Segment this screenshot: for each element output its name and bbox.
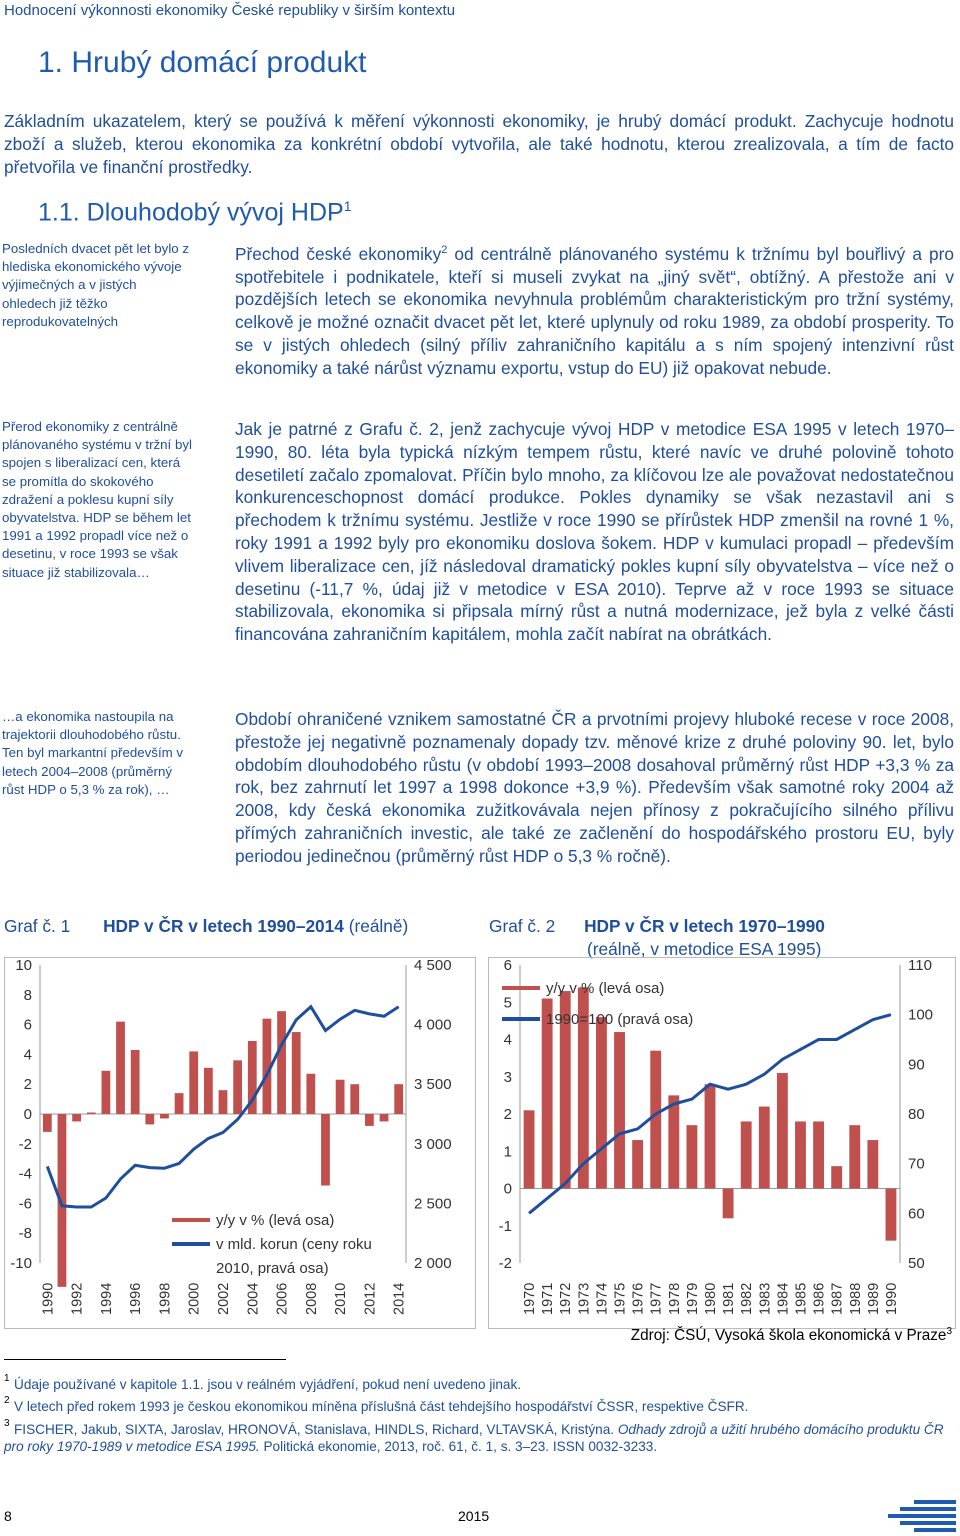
x-tick-label: 1972: [558, 1282, 575, 1315]
footnote-3: 3 FISCHER, Jakub, SIXTA, Jaroslav, HRONOVÁ, Stanislava, HINDLS, Richard, VLTAVSKÁ, Kristýna. Odhady zdrojů a užití hrubého domácího produktu ČR pro roky 1970-1989 v metodice ESA 1995. Politická ekonomie, 2013, roč. 61, č. 1, s. 3–23. ISSN 0032-3233.: [4, 1418, 944, 1454]
x-tick-label: 2010: [333, 1282, 350, 1315]
bar-2001: [204, 1068, 213, 1114]
y-left-tick: 10: [15, 957, 32, 974]
y-left-tick: 0: [23, 1106, 32, 1123]
x-tick-label: 2008: [303, 1282, 320, 1315]
y-right-tick: 4 000: [414, 1016, 452, 1034]
y-left-tick: -6: [18, 1195, 32, 1213]
y-right-tick: 70: [908, 1155, 925, 1173]
graf2-caption: Graf č. 2 HDP v ČR v letech 1970–1990: [489, 916, 825, 936]
section-title: 1. Hrubý domácí produkt: [38, 46, 367, 79]
bar-1975: [614, 1032, 625, 1188]
subsection-title: 1.1. Dlouhodobý vývoj HDP$^1$: [38, 198, 352, 227]
paragraph-2: Jak je patrné z Grafu č. 2, jenž zachycuje vývoj HDP v metodice ESA 1995 v letech 1970–1990, 80. léta byla typická nízkým tempem růstu, které navíc ve druhé polovině tohoto desetiletí začalo zpomalovat. Příčin bylo mnoho, za klíčovou lze ale považovat nedostatečnou konkurenceschopnost domácí produkce. Pokles dynamiky se však nezastavil ani s přechodem k tržnímu systému. Jestliže v roce 1990 se přírůstek HDP zmenšil na rovné 1 %, roky 1991 a 1992 byly pro ekonomiku doslova šokem. HDP v kumulaci propadl – především vlivem liberalizace cen, jíž následoval dramatický pokles kupní síly obyvatelstva – více než o desetinu (-11,7 %, údaj již v metodice v ESA 2010). Teprve až v roce 1993 se situace stabilizovala, ekonomika si připsala mírný růst a nutná modernizace, jež byla z velké části financována zahraničním kapitálem, mohla začít nabírat na obrátkách.: [235, 419, 954, 645]
intro-paragraph: Základním ukazatelem, který se používá k měření výkonnosti ekonomiky, je hrubý domácí produkt. Zachycuje hodnotu zboží a služeb, kterou ekonomika za konkrétní období vytvořila, ale také hodnotu, kterou zrealizovala, a tím de facto přetvořila ve finanční prostředky.: [4, 111, 954, 177]
bar-2009: [321, 1114, 330, 1186]
x-tick-label: 1973: [576, 1282, 593, 1315]
bar-1994: [101, 1071, 110, 1114]
running-header: Hodnocení výkonnosti ekonomiky České republiky v širším kontextu: [4, 2, 456, 19]
x-tick-label: 1992: [69, 1282, 86, 1315]
footnote-1: 1 Údaje používané v kapitole 1.1. jsou v reálném vyjádření, pokud není uvedeno jinak.: [4, 1373, 522, 1392]
bar-1989: [867, 1140, 878, 1188]
y-right-tick: 3 000: [414, 1135, 452, 1153]
bar-1985: [795, 1121, 806, 1188]
bar-1987: [831, 1166, 842, 1188]
y-right-tick: 2 500: [414, 1195, 452, 1213]
bar-1977: [650, 1051, 661, 1189]
bar-1974: [596, 1017, 607, 1188]
x-tick-label: 1990: [883, 1282, 900, 1315]
y-left-tick: 0: [503, 1180, 512, 1198]
bar-2003: [233, 1060, 242, 1114]
x-tick-label: 1981: [721, 1282, 738, 1315]
footnote-ref: 1: [343, 198, 352, 214]
bar-1979: [686, 1125, 697, 1188]
y-right-tick: 110: [908, 957, 932, 974]
y-left-tick: 2: [503, 1106, 512, 1123]
logo-stripes: [880, 1500, 956, 1534]
bar-2014: [394, 1084, 403, 1114]
graf1-caption: Graf č. 1 HDP v ČR v letech 1990–2014 (reálně): [4, 916, 409, 936]
y-left-tick: 2: [23, 1076, 32, 1094]
x-tick-label: 1982: [739, 1282, 756, 1315]
y-left-tick: 4: [503, 1031, 512, 1049]
bar-1995: [116, 1022, 125, 1114]
x-tick-label: 2012: [362, 1282, 379, 1315]
bar-2006: [277, 1011, 286, 1114]
footer-year: 2015: [458, 1508, 490, 1524]
bar-1993: [87, 1113, 96, 1114]
y-right-tick: 3 500: [414, 1076, 452, 1094]
graf2-subtitle: (reálně, v metodice ESA 1995): [587, 939, 822, 959]
bar-1970: [524, 1110, 535, 1188]
bar-2007: [292, 1032, 301, 1114]
y-left-tick: -2: [498, 1255, 512, 1272]
x-tick-label: 2002: [216, 1282, 232, 1315]
x-tick-label: 2006: [274, 1282, 291, 1315]
bar-1988: [849, 1125, 860, 1188]
x-tick-label: 1977: [648, 1282, 665, 1315]
legend-label: 2010, pravá osa): [216, 1260, 329, 1277]
bar-2011: [350, 1084, 359, 1114]
bar-1976: [632, 1140, 643, 1188]
x-tick-label: 1984: [775, 1282, 792, 1315]
x-tick-label: 1983: [757, 1282, 774, 1315]
bar-1990: [886, 1189, 897, 1241]
bar-1997: [145, 1114, 154, 1124]
chart-hdp-1970-1990: [488, 957, 956, 1329]
chart-hdp-1990-2014: [4, 957, 476, 1329]
page-number: 8: [4, 1508, 12, 1524]
bar-1998: [160, 1114, 169, 1118]
bar-1996: [131, 1050, 140, 1114]
bar-1981: [723, 1189, 734, 1219]
x-tick-label: 1998: [157, 1282, 174, 1315]
y-right-tick: 60: [908, 1205, 925, 1223]
legend-label: y/y v % (levá osa): [216, 1212, 335, 1229]
x-tick-label: 1989: [865, 1282, 882, 1315]
footnote-2: 2 V letech před rokem 1993 je českou ekonomikou míněna příslušná část tehdejšího hospodářství ČSSR, respektive ČSFR.: [4, 1395, 749, 1414]
x-tick-label: 1970: [522, 1282, 539, 1315]
y-left-tick: 6: [503, 957, 512, 974]
x-tick-label: 2014: [391, 1282, 408, 1315]
bar-1984: [777, 1073, 788, 1188]
y-left-tick: -8: [18, 1225, 32, 1243]
bar-2002: [219, 1090, 228, 1114]
bar-2000: [189, 1051, 198, 1114]
x-tick-label: 1976: [630, 1282, 647, 1315]
y-left-tick: 1: [503, 1143, 512, 1161]
paragraph-3: Období ohraničené vznikem samostatné ČR a prvotními projevy hluboké recese v roce 2008, přestože jej negativně poznamenaly dopady tzv. měnové krize z druhé poloviny 90. let, bylo obdobím dlouhodobého růstu (v období 1993–2008 dosahoval průměrný růst HDP +3,3 % za rok, bez zahrnutí let 1997 a 1998 dokonce +3,9 %). Především však samotné roky 2004 až 2008, kdy česká ekonomika zužitkovávala nejen přínosy z pokračujícího silného přílivu přímých zahraničních investic, ale také ze začlenění do hospodářského prostoru EU, byly periodou jedinečnou (průměrný růst HDP o 5,3 % ročně).: [235, 709, 954, 866]
bar-1983: [759, 1107, 770, 1189]
bar-1999: [175, 1093, 184, 1114]
x-tick-label: 1985: [793, 1282, 810, 1315]
y-left-tick: 3: [503, 1068, 512, 1086]
y-right-tick: 80: [908, 1106, 925, 1123]
x-tick-label: 1975: [612, 1282, 629, 1315]
x-tick-label: 1990: [40, 1282, 57, 1315]
x-tick-label: 1996: [128, 1282, 145, 1315]
y-left-tick: -10: [10, 1255, 32, 1272]
y-left-tick: -2: [18, 1135, 32, 1153]
bar-1982: [741, 1121, 752, 1188]
bar-1980: [705, 1084, 716, 1188]
x-tick-label: 1974: [594, 1282, 611, 1315]
y-right-tick: 4 500: [414, 957, 452, 974]
x-tick-label: 1980: [703, 1282, 719, 1315]
y-left-tick: 5: [503, 994, 512, 1012]
x-tick-label: 1986: [811, 1282, 828, 1315]
legend-label: v mld. korun (ceny roku: [216, 1236, 372, 1253]
y-left-tick: -1: [498, 1217, 512, 1235]
bar-1990: [43, 1114, 52, 1132]
bar-1978: [668, 1095, 679, 1188]
x-tick-label: 1978: [666, 1282, 683, 1315]
y-right-tick: 50: [908, 1255, 925, 1272]
x-tick-label: 1971: [540, 1282, 557, 1315]
y-left-tick: 6: [23, 1016, 32, 1034]
y-right-tick: 90: [908, 1056, 925, 1074]
sidenote-3: …a ekonomika nastoupila na trajektorii dlouhodobého růstu. Ten byl markantní především v letech 2004–2008 (průměrný růst HDP o 5,3 % za rok), …: [2, 709, 184, 797]
bar-1992: [72, 1114, 81, 1121]
bar-2008: [306, 1074, 315, 1114]
sidenote-1: Posledních dvacet pět let bylo z hlediska ekonomického vývoje výjimečných a v jistých ohledech již těžko reprodukovatelných: [2, 241, 190, 329]
y-right-tick: 100: [908, 1006, 934, 1024]
y-right-tick: 2 000: [414, 1255, 452, 1272]
footnote-divider: [4, 1359, 286, 1360]
y-left-tick: 4: [23, 1046, 32, 1064]
y-left-tick: -4: [18, 1165, 32, 1183]
paragraph-1: Přechod české ekonomiky$^2$ od centrálně plánovaného systému k tržnímu byl bouřlivý a pro spotřebitele i podnikatele, kteří si museli zvykat na „jiný svět“, obtížný. A přestože ani v pozdějších letech se ekonomika nevyhnula problémům charakteristickým pro tržní systémy, celkově je možné označit dvacet pět let, které uplynuly od roku 1989, za období prosperity. To se v jistých ohledech (silný příliv zahraničního kapitálu a s ním spojený intenzivní růst ekonomiky a také nárůst významu exportu, vstup do EU) již opakovat nebude.: [235, 243, 954, 378]
bar-1986: [813, 1121, 824, 1188]
x-tick-label: 1994: [98, 1282, 115, 1315]
y-left-tick: 8: [23, 986, 32, 1004]
x-tick-label: 2000: [186, 1282, 203, 1315]
footnote-ref: 2: [441, 244, 448, 256]
x-tick-label: 1979: [684, 1282, 701, 1315]
bar-2013: [380, 1114, 389, 1121]
x-tick-label: 1988: [847, 1282, 864, 1315]
x-tick-label: 1987: [829, 1282, 846, 1315]
legend-label: y/y v % (levá osa): [546, 980, 665, 997]
bar-2010: [336, 1080, 345, 1114]
sidenote-2: Přerod ekonomiky z centrálně plánovaného systému v tržní byl spojen s liberalizací cen, která se promítla do skokového zdražení a poklesu kupní síly obyvatelstva. HDP se během let 1991 a 1992 propadl více než o desetinu, v roce 1993 se však situace již stabilizovala…: [2, 419, 192, 580]
x-tick-label: 2004: [245, 1282, 262, 1315]
legend-label: 1990=100 (pravá osa): [546, 1011, 694, 1028]
source-note: Zdroj: ČSÚ, Vysoká škola ekonomická v Praze$^3$: [630, 1326, 952, 1345]
bar-2012: [365, 1114, 374, 1126]
